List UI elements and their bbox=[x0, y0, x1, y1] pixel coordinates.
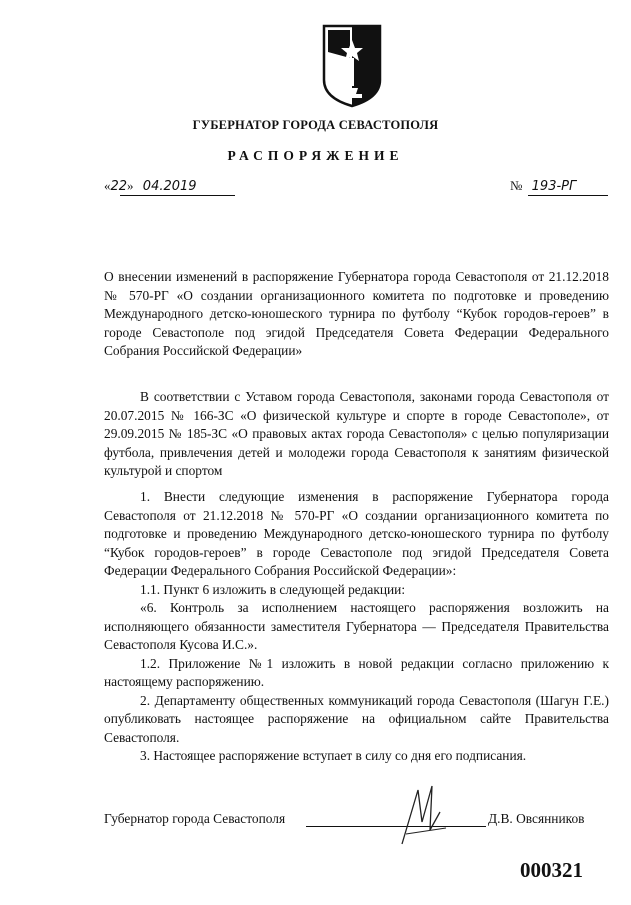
subject-text: О внесении изменений в распоряжение Губернатора города Севастополя от 21.12.2018 № 570-РГ «О создании организационного комитета по подготовке и проведению Международного детско-юношеского турнира по футболу “Кубок городов-героев” в городе Севастополе под эгидой Председателя Совета Федерации Федерального Собрания Российской Федерации» bbox=[104, 269, 609, 358]
date-open-quote: « bbox=[104, 178, 111, 193]
number-underline bbox=[528, 195, 608, 196]
document-number bbox=[510, 178, 576, 194]
date-underline bbox=[120, 195, 235, 196]
date-day: 22 bbox=[110, 179, 128, 194]
signatory-position: Губернатор города Севастополя bbox=[104, 811, 286, 826]
number-prefix: № bbox=[510, 178, 523, 193]
handwritten-signature bbox=[388, 782, 458, 852]
registration-number: 000321 bbox=[520, 858, 583, 882]
document-subject bbox=[104, 268, 609, 361]
document-type: РАСПОРЯЖЕНИЕ bbox=[227, 148, 404, 163]
coat-of-arms-icon bbox=[320, 22, 384, 108]
item-1-1: 1.1. Пункт 6 изложить в следующей редакции: bbox=[140, 581, 406, 597]
item-2: 2. Департаменту общественных коммуникаций города Севастополя (Шагун Г.Е.) опубликовать настоящее распоряжение на официальном сайте Правительства Севастополя. bbox=[104, 692, 609, 745]
issuing-authority: ГУБЕРНАТОР ГОРОДА СЕВАСТОПОЛЯ bbox=[192, 118, 439, 132]
item-1-2: 1.2. Приложение №1 изложить в новой редакции согласно приложению к настоящему распоряжению. bbox=[104, 655, 609, 689]
item-1: 1. Внести следующие изменения в распоряжение Губернатора города Севастополя от 21.12.2018 № 570-РГ «О создании организационного комитета по подготовке и проведению Международного детско-юношеского турнира по футболу “Кубок городов-героев” в городе Севастополе под эгидой Председателя Совета Федерации Федерального Собрания Российской Федерации»: bbox=[104, 489, 609, 578]
date-close-quote: » bbox=[127, 178, 134, 193]
preamble-text: В соответствии с Уставом города Севастополя, законами города Севастополя от 20.07.2015 № 166-ЗС «О физической культуре и спорте в городе Севастополе», от 29.09.2015 № 185-ЗС «О правовых актах города Севастополя» с целью популяризации футбола, привлечения детей и молодежи города Севастополя к занятиям физической культурой и спортом bbox=[104, 389, 609, 478]
document-date bbox=[104, 178, 197, 194]
item-1-1-text: «6. Контроль за исполнением настоящего распоряжения возложить на исполняющего обязанности заместителя Губернатора — Председателя Правительства Севастополя Кусова И.С.». bbox=[104, 600, 609, 652]
number-value: 193-РГ bbox=[531, 179, 577, 194]
item-3: 3. Настоящее распоряжение вступает в силу со дня его подписания. bbox=[140, 748, 527, 763]
date-month-year: 04.2019 bbox=[142, 179, 197, 194]
signatory-name: Д.В. Овсянников bbox=[488, 811, 585, 826]
document-body bbox=[104, 488, 609, 766]
document-preamble bbox=[104, 388, 609, 481]
